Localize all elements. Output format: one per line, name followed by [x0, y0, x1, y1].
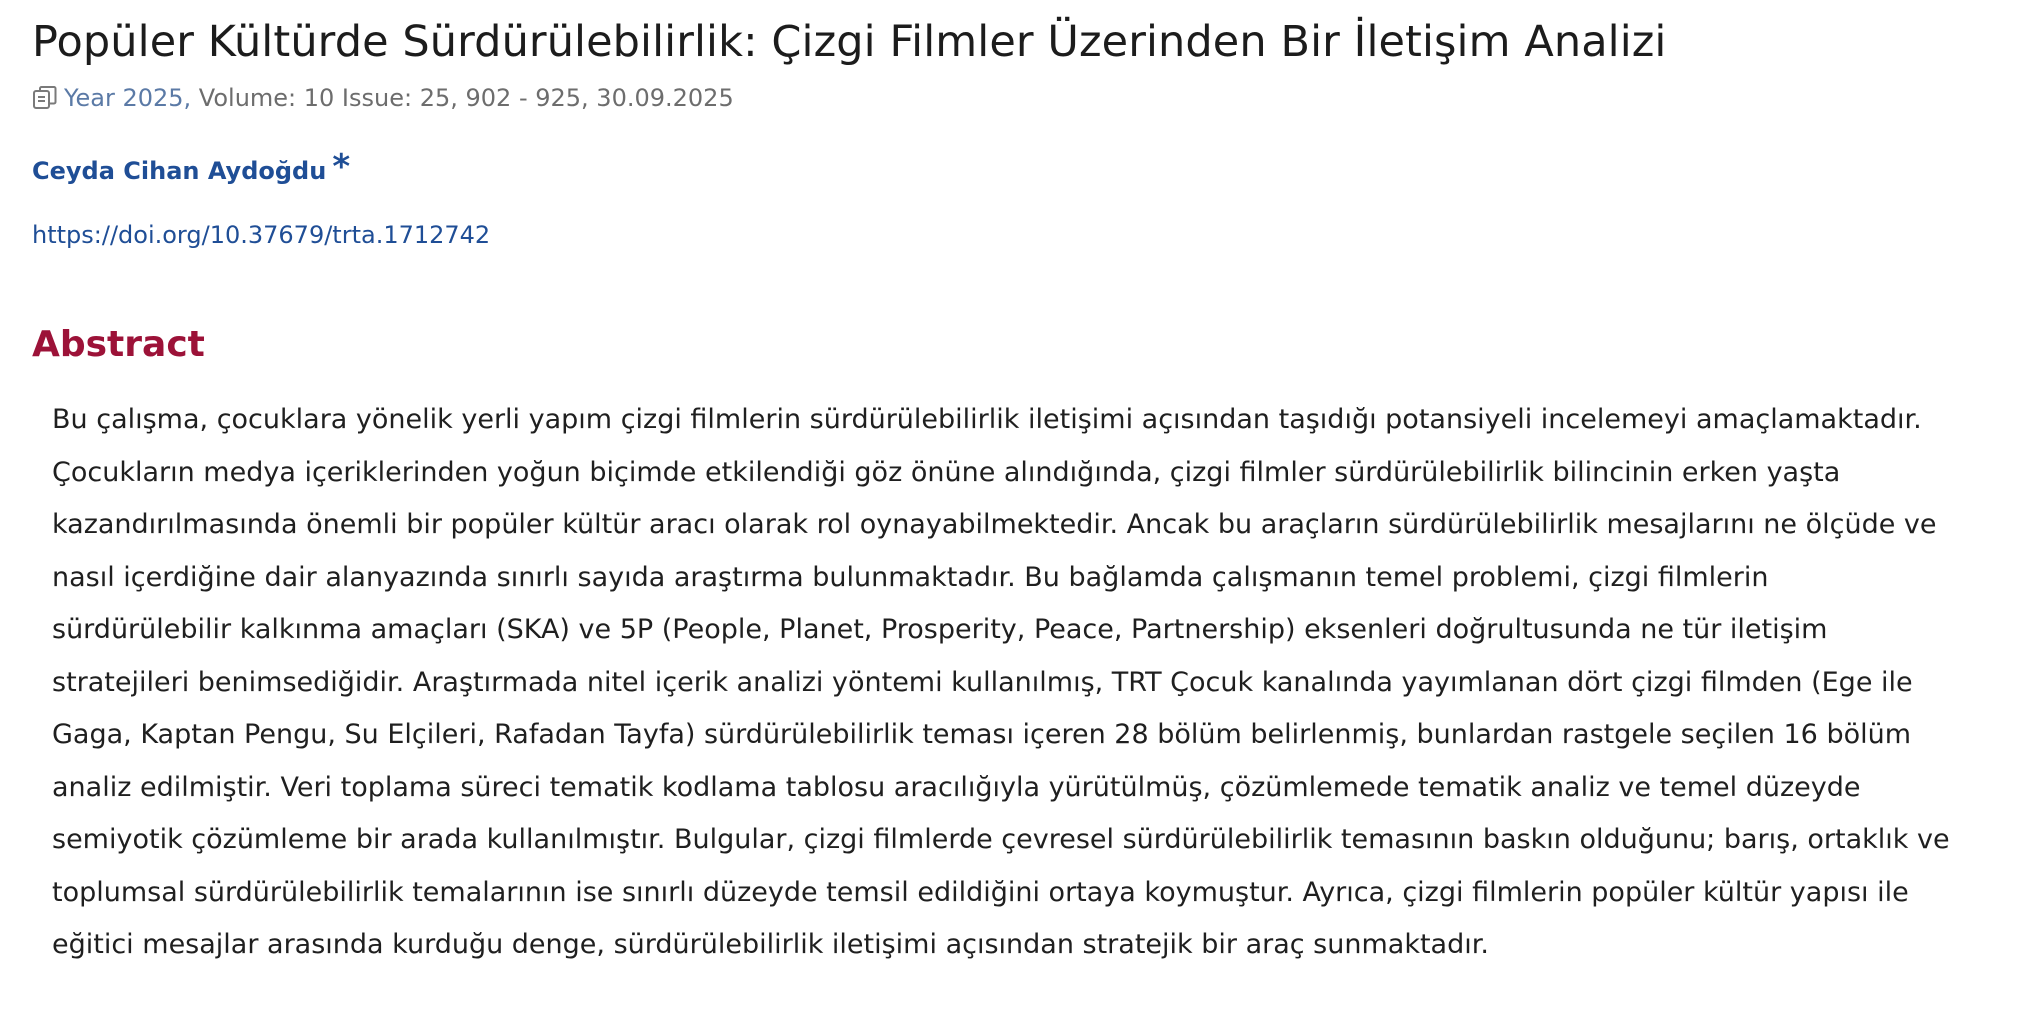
abstract-line: Gaga, Kaptan Pengu, Su Elçileri, Rafadan Tayfa) sürdürülebilirlik teması içeren 28 bölüm belirlenmiş, bunlardan rastgele seçilen 16 bölüm	[52, 719, 1912, 750]
abstract-text	[52, 394, 2028, 972]
copy-icon	[32, 85, 58, 111]
article-title: Popüler Kültürde Sürdürülebilirlik: Çizgi Filmler Üzerinden Bir İletişim Analizi	[32, 17, 1667, 67]
abstract-line: stratejileri benimsediğidir. Araştırmada nitel içerik analizi yöntemi kullanılmış, TRT Çocuk kanalında yayımlanan dört çizgi filmden (Ege ile	[52, 666, 1913, 698]
corresponding-author-icon: *	[332, 147, 351, 187]
abstract-line: semiyotik çözümleme bir arada kullanılmıştır. Bulgular, çizgi filmlerde çevresel sürdürülebilirlik temasının baskın olduğunu; barış, ortaklık ve	[52, 824, 1950, 855]
abstract-line: Bu çalışma, çocuklara yönelik yerli yapım çizgi filmlerin sürdürülebilirlik iletişimi açısından taşıdığı potansiyeli incelemeyi amaçlamaktadır.	[52, 404, 1922, 435]
abstract-line: analiz edilmiştir. Veri toplama süreci tematik kodlama tablosu aracılığıyla yürütülmüş, çözümlemede tematik analiz ve temel düzeyde	[52, 771, 1861, 803]
abstract-line: Çocukların medya içeriklerinden yoğun biçimde etkilendiği göz önüne alındığında, çizgi filmler sürdürülebilirlik bilincinin erken yaşta	[52, 456, 1841, 488]
publication-year-link[interactable]: Year 2025,	[64, 84, 192, 112]
publication-info	[32, 80, 2028, 116]
doi-link[interactable]: https://doi.org/10.37679/trta.1712742	[32, 221, 491, 249]
doi-line	[32, 218, 2028, 252]
abstract-line: kazandırılmasında önemli bir popüler kültür aracı olarak rol oynayabilmektedir. Ancak bu araçların sürdürülebilirlik mesajlarını ne ölçüde ve	[52, 509, 1937, 540]
abstract-line: sürdürülebilir kalkınma amaçları (SKA) ve 5P (People, Planet, Prosperity, Peace, Partnership) eksenleri doğrultusunda ne tür iletişim	[52, 614, 1828, 645]
abstract-line: toplumsal sürdürülebilirlik temalarının ise sınırlı düzeyde temsil edildiğini ortaya koymuştur. Ayrıca, çizgi filmlerin popüler kültür yapısı ile	[52, 876, 1909, 908]
author-link[interactable]: Ceyda Cihan Aydoğdu	[32, 157, 327, 185]
abstract-line: eğitici mesajlar arasında kurduğu denge, sürdürülebilirlik iletişimi açısından stratejik bir araç sunmaktadır.	[52, 929, 1489, 960]
abstract-line: nasıl içerdiğine dair alanyazında sınırlı sayıda araştırma bulunmaktadır. Bu bağlamda çalışmanın temel problemi, çizgi filmlerin	[52, 561, 1769, 593]
publication-volume-issue: Volume: 10 Issue: 25, 902 - 925, 30.09.2025	[191, 84, 734, 112]
abstract-heading: Abstract	[32, 324, 205, 365]
author-line	[32, 147, 2028, 188]
